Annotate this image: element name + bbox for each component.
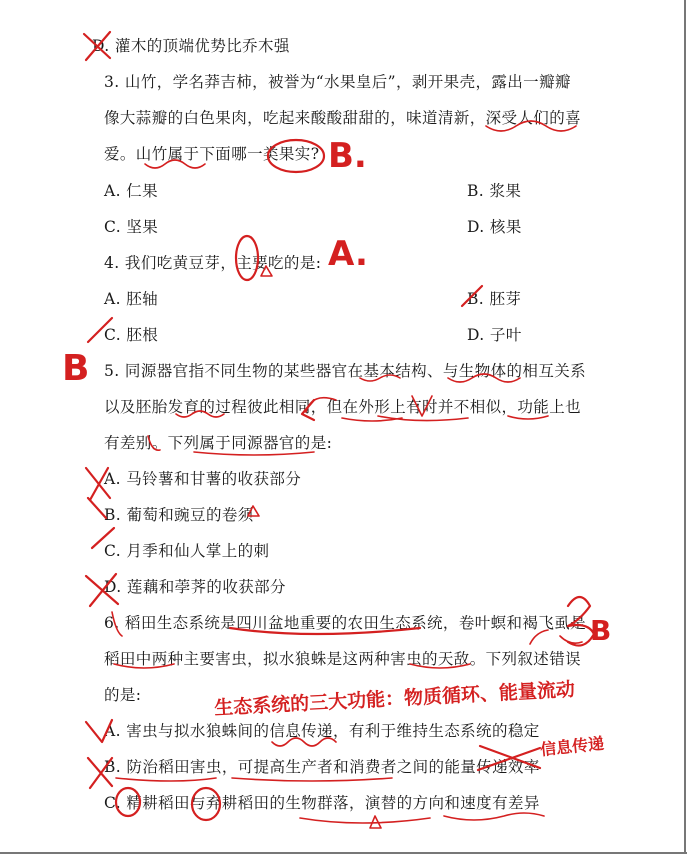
answer-q5: B — [62, 348, 90, 389]
q3-stem-line3: 爱。山竹属于下面哪一类果实? — [104, 145, 320, 163]
q4-option-d: D. 子叶 — [467, 326, 522, 344]
margin-note-tail: 信息传递 — [539, 733, 605, 760]
q5-stem-line3: 有差别。下列属于同源器官的是: — [104, 434, 333, 452]
q6-option-c: C. 精耕稻田与弃耕稻田的生物群落，演替的方向和速度有差异 — [104, 794, 540, 812]
q5-stem-line2: 以及胚胎发育的过程彼此相同，但在外形上有时并不相似，功能上也 — [104, 398, 582, 416]
q3-option-a: A. 仁果 — [104, 182, 159, 200]
q2-option-d: D. 灌木的顶端优势比乔木强 — [92, 37, 290, 55]
q6-option-b: B. 防治稻田害虫，可提高生产者和消费者之间的能量传递效率 — [104, 758, 540, 776]
q5-option-b: B. 葡萄和豌豆的卷须 — [104, 506, 254, 524]
q5-option-c: C. 月季和仙人掌上的刺 — [104, 542, 270, 560]
q3-stem-line2: 像大蒜瓣的白色果肉，吃起来酸酸甜甜的，味道清新，深受人们的喜 — [104, 109, 582, 127]
q6-stem-line2: 稻田中两种主要害虫，拟水狼蛛是这两种害虫的天敌。下列叙述错误 — [104, 650, 582, 668]
q4-option-a: A. 胚轴 — [104, 290, 159, 308]
answer-q4: A. — [328, 234, 368, 274]
q4-option-b: B. 胚芽 — [467, 290, 522, 308]
q5-stem-line1: 5. 同源器官指不同生物的某些器官在基本结构、与生物体的相互关系 — [104, 362, 587, 380]
q3-option-b: B. 浆果 — [467, 182, 522, 200]
answer-q6: B — [590, 614, 612, 647]
q6-stem-line1: 6. 稻田生态系统是四川盆地重要的农田生态系统，卷叶螟和褐飞虱是 — [104, 614, 587, 632]
q3-option-d: D. 核果 — [467, 218, 522, 236]
q6-option-a: A. 害虫与拟水狼蛛间的信息传递，有利于维持生态系统的稳定 — [104, 722, 540, 740]
page-border-right — [684, 0, 686, 854]
q5-option-a: A. 马铃薯和甘薯的收获部分 — [104, 470, 302, 488]
q3-option-c: C. 坚果 — [104, 218, 159, 236]
q4-stem: 4. 我们吃黄豆芽，主要吃的是: — [104, 254, 322, 272]
q4-option-c: C. 胚根 — [104, 326, 159, 344]
q5-option-d: D. 莲藕和荸荠的收获部分 — [104, 578, 286, 596]
q3-stem-line1: 3. 山竹，学名莽吉柿，被誉为“水果皇后”，剥开果壳，露出一瓣瓣 — [104, 73, 571, 91]
answer-q3: B. — [328, 136, 367, 176]
margin-note: 生态系统的三大功能：物质循环、能量流动 — [213, 678, 576, 720]
q6-stem-line3: 的是: — [104, 686, 142, 704]
